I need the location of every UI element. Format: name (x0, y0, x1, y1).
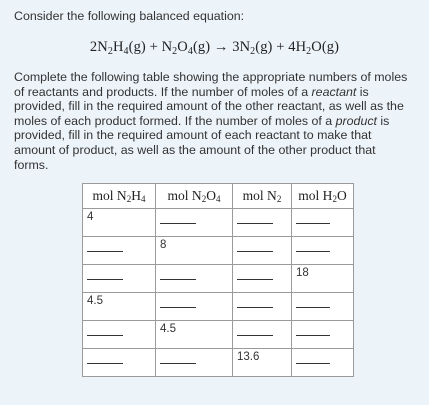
answer-blank[interactable] (237, 335, 273, 336)
column-header: mol $N_2$ (233, 184, 292, 209)
answer-blank[interactable] (237, 251, 273, 252)
answer-blank[interactable] (237, 307, 273, 308)
given-value: 4.5 (160, 323, 176, 335)
answer-cell[interactable] (156, 349, 233, 377)
column-header: mol $H_2O$ (292, 184, 354, 209)
given-value: 4 (87, 211, 94, 223)
given-value-cell (233, 349, 292, 377)
given-value: 8 (160, 239, 167, 251)
intro-text: Consider the following balanced equation: (14, 9, 245, 23)
given-value-cell (156, 237, 233, 265)
answer-cell[interactable] (156, 209, 233, 237)
mole-table (82, 183, 354, 377)
answer-blank[interactable] (160, 223, 196, 224)
balanced-equation (14, 36, 415, 58)
answer-cell[interactable] (83, 349, 156, 377)
answer-cell[interactable] (292, 293, 354, 321)
answer-blank[interactable] (296, 251, 330, 252)
reactant-dinitrogen-tetroxide: $N_2O_4(g)$ (161, 39, 211, 57)
answer-blank[interactable] (296, 307, 330, 308)
given-value-cell (156, 321, 233, 349)
table-row (83, 349, 354, 377)
answer-blank[interactable] (237, 279, 273, 280)
table-row (83, 209, 354, 237)
answer-cell[interactable] (233, 209, 292, 237)
answer-blank[interactable] (160, 279, 196, 280)
answer-blank[interactable] (296, 363, 330, 364)
answer-cell[interactable] (292, 349, 354, 377)
answer-blank[interactable] (87, 363, 123, 364)
plus-sign: + (145, 39, 162, 55)
given-value: 18 (296, 267, 309, 279)
answer-cell[interactable] (292, 237, 354, 265)
reactant-hydrazine: $2N_2H_4(g)$ (89, 39, 146, 57)
table-row (83, 293, 354, 321)
answer-cell[interactable] (233, 265, 292, 293)
answer-blank[interactable] (160, 363, 196, 364)
column-header: mol $N_2H_4$ (83, 184, 156, 209)
answer-cell[interactable] (156, 265, 233, 293)
table-body (83, 209, 354, 377)
answer-cell[interactable] (156, 293, 233, 321)
table-row (83, 265, 354, 293)
reaction-arrow: → (210, 39, 233, 55)
answer-cell[interactable] (233, 237, 292, 265)
answer-blank[interactable] (237, 223, 273, 224)
answer-cell[interactable] (83, 321, 156, 349)
answer-cell[interactable] (292, 209, 354, 237)
header-row (83, 184, 354, 209)
answer-cell[interactable] (83, 265, 156, 293)
plus-sign: + (272, 39, 289, 55)
answer-blank[interactable] (87, 335, 123, 336)
column-header: mol $N_2O_4$ (156, 184, 233, 209)
instructions-text: Complete the following table showing the appropriate numbers of moles of reactants and products. If the number of moles of a reactant is provided, fill in the required amount of the other reactant, as well as the moles of each product formed. If the number of moles of a product is provided, fill in the required amount of each reactant to make that amount of product, as well as the amount of the other product that forms. (14, 70, 408, 172)
answer-cell[interactable] (292, 321, 354, 349)
table-row (83, 237, 354, 265)
answer-blank[interactable] (296, 335, 330, 336)
given-value-cell (83, 293, 156, 321)
given-value: 13.6 (237, 351, 260, 363)
table-row (83, 321, 354, 349)
emphasis-reactant: reactant (311, 84, 357, 99)
answer-blank[interactable] (87, 279, 123, 280)
emphasis-product: product (335, 113, 377, 128)
product-nitrogen: $3N_2(g)$ (232, 39, 273, 57)
answer-cell[interactable] (83, 237, 156, 265)
given-value: 4.5 (87, 295, 103, 307)
answer-blank[interactable] (160, 307, 196, 308)
answer-cell[interactable] (233, 293, 292, 321)
answer-blank[interactable] (87, 251, 123, 252)
given-value-cell (292, 265, 354, 293)
given-value-cell (83, 209, 156, 237)
product-water: $4H_2O(g)$ (288, 39, 340, 57)
answer-cell[interactable] (233, 321, 292, 349)
answer-blank[interactable] (296, 223, 330, 224)
